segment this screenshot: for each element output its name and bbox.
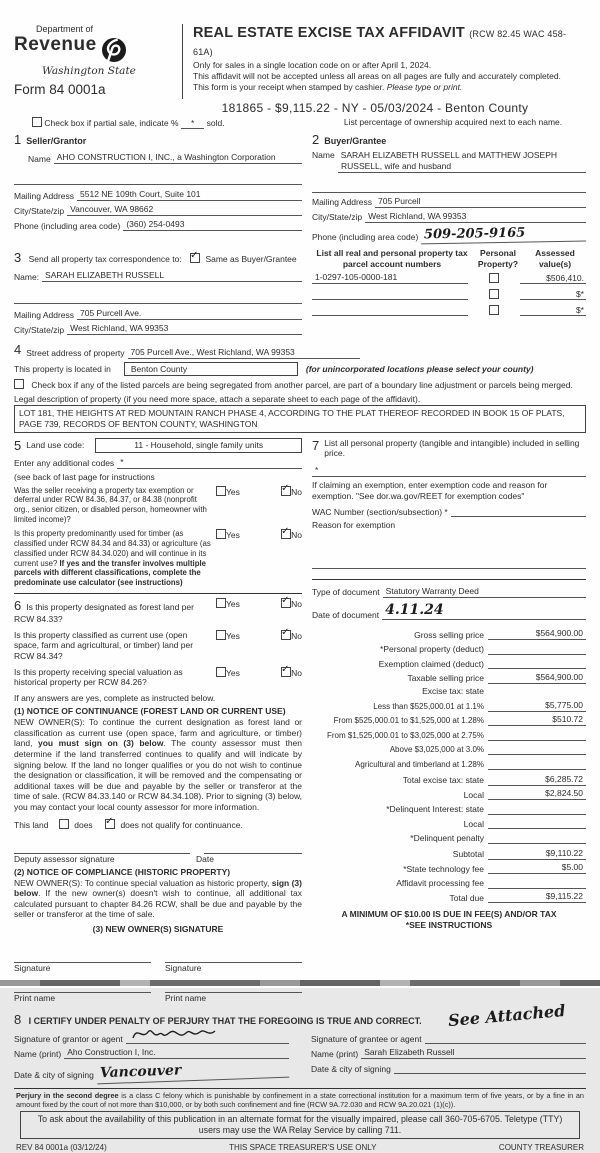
- grantee-name-print-field[interactable]: Sarah Elizabeth Russell: [361, 1047, 586, 1059]
- taxable-selling-price-field[interactable]: $564,900.00: [488, 672, 586, 684]
- correspondence-city-field[interactable]: West Richland, WA 99353: [67, 323, 302, 335]
- agricultural-tax-field[interactable]: [488, 758, 586, 770]
- washington-state-label: Washington State: [42, 65, 136, 78]
- personal-property-checkbox-2[interactable]: [489, 289, 499, 299]
- tty-notice: To ask about the availability of this publication in an alternate format for the visually impaired, please call 360-705-6705. Teletype (TTY) users may use the WA Relay Service by calling 711.: [20, 1111, 580, 1139]
- q-forest-no-checkbox[interactable]: [281, 598, 291, 608]
- parcel-row: [312, 288, 586, 300]
- tier4-tax-field[interactable]: [488, 743, 586, 755]
- notice-continuance-body: NEW OWNER(S): To continue the current designation as forest land or classification as current use (open space, farm and agriculture, or timber) land, you must sign on (3) below. The county assessor must then determine if the land transferred continues to qualify and will indicate by signing below. If the land no longer qualifies or you do not wish to continue the designation or classification, it will be removed and the compensating or additional taxes will be due and payable by the seller or transferor at the time of sale. (RCW 84.33.140 or RCW 84.34.108). Prior to signing (3) below, you may contact your local county assessor for more information.: [14, 717, 303, 813]
- parcel-col-header: List all real and personal property tax parcel account numbers: [316, 248, 468, 269]
- subtitle-2: This affidavit will not be accepted unless all areas on all pages are fully and accurately completed.: [193, 70, 561, 81]
- personal-property-checkbox-3[interactable]: [489, 305, 499, 315]
- county-select[interactable]: Benton County: [124, 362, 298, 377]
- seller-name-field[interactable]: AHO CONSTRUCTION I, INC., a Washington Corporation: [54, 152, 302, 164]
- parcel-number-field[interactable]: 1-0297-105-0000-181: [312, 272, 468, 284]
- section-6-designations: 6 Is this property designated as forest land per RCW 84.33? Yes ✓ No Is this property classified as current use (open space, farm and agricultural, or timber) land per RCW 84.34? Yes ✓ No Is this property receiving special valuation as historical property per RCW 84.26? Yes ✓ No If any answers are yes, complete as instructed below. (1) NOTICE OF CONTINUANCE (FOREST LAND OR CURRENT USE) NEW OWNER(S): To continue the current designation as forest land or classification as current use (open space, farm and agriculture, or timber) land, you must sign on (3) below. The county assessor must then determine if the land transferred continues to qualify and will indicate by signing below. If the land no longer qualifies or you do not wish to continue the designation or classification, it will be removed and the compensating or additional taxes will be due and payable by the seller or transferor at the time of sale. (RCW 84.33.140 or RCW 84.34.108). Prior to signing (3) below, you may contact your local county assessor for more information. This land does ✓ does not qualify for continuance. Deputy assessor signature Date (2) NOTICE OF COMPLIANCE (HISTORIC PROPERTY) NEW OWNER(S): To continue special valuation as historic property, sign (3) below. If the new owner(s) doesn't wish to continue, all additional tax calculated pursuant to chapter 84.26 RCW, shall be due and payable by the seller or transferor at the time of sale. (3) NEW OWNER(S) SIGNATURE Signature Print name Signature Print name: [14, 598, 302, 1004]
- personal-property-deduct-field[interactable]: [488, 643, 586, 655]
- county-note: (for unincorporated locations please select your county): [305, 363, 534, 374]
- parcel-number-field-3[interactable]: [312, 304, 468, 316]
- street-address-field[interactable]: 705 Purcell Ave., West Richland, WA 99353: [128, 347, 360, 359]
- buyer-title: Buyer/Grantee: [324, 135, 387, 146]
- personal-property-col-header: Personal Property?: [477, 248, 519, 269]
- tier2-tax-field[interactable]: $510.72: [488, 714, 586, 726]
- q-currentuse-no-checkbox[interactable]: [281, 630, 291, 640]
- historic-question: Is this property receiving special valuation as historical property per RCW 84.26? Yes ✓ No: [14, 667, 302, 688]
- see-back-note: (see back of last page for instructions: [14, 471, 155, 482]
- dor-logo-block: [14, 24, 182, 99]
- perjury-note: Perjury in the second degree is a class C felony which is punishable by confinement in a state correctional institution for a maximum term of five years, or by a fine in an amount fixed by the court of not more than $10,000, or by both such confinement and fine (RCW 9A.72.030 and RCW 9A.20.021 (1)(c)).: [14, 1088, 586, 1109]
- tax-computation: Gross selling price $564,900.00 *Personal property (deduct) Exemption claimed (deduct) Taxable selling price $564,900.00 Excise tax: state Less than $525,000.01 at 1.1% $5,775.00 From $525,000.01 to $1,525,000 at 1.28% $510.72 From $1,525,000.01 to $3,025,000 at 2.75% Above $3,025,000 at 3.0% Agricultural and timberland at 1.28% Total excise tax: state $6,285.72 Local $2,824.50 *Delinquent Interest: state Local *Delinquent penalty Subtotal $9,110.22 *State technology fee $5.00 Affidavit processing fee Total due $9,115.22 A MINIMUM OF $10.00 IS DUE IN FEE(S) AND/OR TAX *SEE INSTRUCTIONS: [312, 628, 586, 930]
- buyer-name-field-2[interactable]: RUSSELL, wife and husband: [338, 161, 586, 173]
- seller-city-field[interactable]: Vancouver, WA 98662: [67, 204, 302, 216]
- notice-continuance-title: (1) NOTICE OF CONTINUANCE (FOREST LAND OR CURRENT USE): [14, 706, 286, 717]
- document-type-field[interactable]: Statutory Warranty Deed: [383, 586, 586, 598]
- section-1-seller: 1 Seller/Grantor Name AHO CONSTRUCTION I, INC., a Washington Corporation Mailing Address 5512 NE 109th Court, Suite 101 City/State/zip Vancouver, WA 98662 Phone (including area code) (360) 254-0493: [14, 132, 302, 246]
- segregated-checkbox[interactable]: [14, 379, 24, 389]
- q-timber-no-checkbox[interactable]: [281, 529, 291, 539]
- section-7-personal-property: 7 List all personal property (tangible and intangible) included in selling price. * If claiming an exemption, enter exemption code and reason for exemption. "See dor.wa.gov/REET for exemption codes" WAC Number (section/subsection) * Reason for exemption: [312, 438, 586, 569]
- footer-line: [16, 1143, 584, 1153]
- section-2-buyer: 2 Buyer/Grantee Name SARAH ELIZABETH RUSSELL and MATTHEW JOSEPH RUSSELL, wife and husband Mailing Address 705 Purcell City/State/zip West Richland, WA 99353 Phone (including area code) 509-205-9165: [312, 132, 586, 246]
- buyer-name-field[interactable]: SARAH ELIZABETH RUSSELL and MATTHEW JOSEPH: [340, 150, 558, 161]
- q-exemption-no-checkbox[interactable]: [281, 486, 291, 496]
- grantor-name-print-field[interactable]: Aho Construction I, Inc.: [64, 1047, 289, 1059]
- section-4-property: 4 Street address of property 705 Purcell Ave., West Richland, WA 99353 This property is located in Benton County (for unincorporated locations please select your county) Check box if any of the listed parcels are being segregated from another parcel, are part of a boundary line adjustment or parcels being merged. Legal description of property (if you need more space, attach a separate sheet to each page of the affidavit). LOT 181, THE HEIGHTS AT RED MOUNTAIN RANCH PHASE 4, ACCORDING TO THE PLAT THEREOF RECORDED IN BOOK 15 OF PLATS, PAGE 739, RECORDS OF BENTON COUNTY, WASHINGTON: [14, 342, 586, 432]
- seller-name-field-2[interactable]: [14, 173, 302, 185]
- state-technology-fee-field[interactable]: $5.00: [488, 862, 586, 874]
- document-date-field[interactable]: 4.11.24: [382, 602, 586, 621]
- minimum-due-note: A MINIMUM OF $10.00 IS DUE IN FEE(S) AND/OR TAX: [341, 909, 557, 920]
- q-timber-yes-checkbox[interactable]: [216, 529, 226, 539]
- grantor-signature-scribble: [129, 1024, 219, 1042]
- tier1-tax-field[interactable]: $5,775.00: [488, 700, 586, 712]
- subtotal-field[interactable]: $9,110.22: [488, 848, 586, 860]
- treasurer-use-label: THIS SPACE TREASURER'S USE ONLY: [229, 1142, 377, 1152]
- same-as-buyer-checkbox[interactable]: [190, 253, 200, 263]
- section-3-correspondence: 3 Send all property tax correspondence to: ✓ Same as Buyer/Grantee Name: SARAH ELIZABETH RUSSELL Mailing Address 705 Purcell Ave. City/State/zip West Richland, WA 99353: [14, 246, 302, 338]
- land-use-code-select[interactable]: 11 - Household, single family units: [95, 438, 302, 453]
- additional-codes-field[interactable]: *: [117, 457, 302, 469]
- rev-number: REV 84 0001a (03/12/24): [16, 1142, 107, 1152]
- deputy-date-field[interactable]: [204, 842, 302, 854]
- assessed-value-field-2[interactable]: $*: [520, 289, 586, 301]
- personal-property-list-field[interactable]: *: [312, 465, 586, 477]
- correspondence-mailing-field[interactable]: 705 Purcell Ave.: [77, 308, 302, 320]
- total-due-field[interactable]: $9,115.22: [488, 891, 586, 903]
- legal-description-field[interactable]: LOT 181, THE HEIGHTS AT RED MOUNTAIN RANCH PHASE 4, ACCORDING TO THE PLAT THEREOF RECORDED IN BOOK 15 OF PLATS, PAGE 739, RECORDS OF BENTON COUNTY, WASHINGTON: [14, 405, 586, 432]
- form-title: REAL ESTATE EXCISE TAX AFFIDAVIT (RCW 82.45 WAC 458-61A): [193, 25, 567, 58]
- grantor-signature-field[interactable]: [126, 1032, 289, 1044]
- document-block: Type of document Statutory Warranty Deed Date of document 4.11.24: [312, 586, 586, 621]
- exemption-claimed-field[interactable]: [488, 657, 586, 669]
- grantor-date-city-field[interactable]: Vancouver: [97, 1059, 290, 1084]
- notice-compliance-body: NEW OWNER(S): To continue special valuation as historic property, sign (3) below. If the new owner(s) doesn't wish to continue, all additional tax calculated pursuant to chapter 84.26 RCW, shall be due and payable by the seller or transferor at the time of sale.: [14, 877, 302, 920]
- deputy-assessor-signature-field[interactable]: [14, 842, 190, 854]
- q-historic-no-checkbox[interactable]: [281, 667, 291, 677]
- parcel-row: [312, 304, 586, 316]
- assessed-value-field-3[interactable]: $*: [520, 305, 586, 317]
- seller-title: Seller/Grantor: [26, 135, 87, 146]
- total-excise-local-field[interactable]: $2,824.50: [488, 788, 586, 800]
- legal-desc-label: Legal description of property (if you need more space, attach a separate sheet to each page of the affidavit).: [14, 393, 421, 404]
- assessed-col-header: Assessed value(s): [535, 248, 575, 269]
- parcel-table: [312, 246, 586, 338]
- notice-compliance-title: (2) NOTICE OF COMPLIANCE (HISTORIC PROPERTY): [14, 866, 231, 877]
- buyer-mailing-field[interactable]: 705 Purcell: [375, 196, 586, 208]
- assessed-value-field[interactable]: $506,410.: [520, 273, 586, 285]
- rcw-note: (RCW 82.45 WAC 458-61A): [193, 29, 567, 58]
- land-does-not-checkbox[interactable]: [105, 819, 115, 829]
- form-header: [14, 24, 586, 99]
- seller-mailing-field[interactable]: 5512 NE 109th Court, Suite 101: [77, 189, 302, 201]
- grantee-date-city-field[interactable]: [394, 1062, 586, 1074]
- exemption-deferral-question: Was the seller receiving a property tax exemption or deferral under RCW 84.36, 84.37, or 84.38 (nonprofit org., senior citizen, or disabled person, homeowner with limited income)? Yes ✓ No: [14, 486, 302, 525]
- owner-signature-field-1[interactable]: [14, 951, 151, 963]
- form-number: Form 84 0001a: [14, 82, 106, 98]
- scan-artifact-strip: [0, 980, 600, 986]
- buyer-phone-field[interactable]: 509-205-9165: [421, 224, 586, 244]
- current-use-question: Is this property classified as current use (open space, farm and agricultural, or timber) land per RCW 84.34? Yes ✓ No: [14, 630, 302, 662]
- timber-agriculture-question: Is this property predominantly used for timber (as classified under RCW 84.34 and 84.33) or agriculture (as classified under RCW 84.34.020) and will continue in its current use? If yes and the transfer involves multiple parcels with different classifications, complete the predominate use calculator (see instructions) Yes ✓ No: [14, 529, 302, 587]
- certify-statement: I CERTIFY UNDER PENALTY OF PERJURY THAT THE FOREGOING IS TRUE AND CORRECT.: [28, 1015, 422, 1026]
- gross-selling-price-field[interactable]: $564,900.00: [488, 628, 586, 640]
- parcel-row: [312, 272, 586, 284]
- reason-for-exemption-label: Reason for exemption: [312, 520, 396, 531]
- total-excise-state-field[interactable]: $6,285.72: [488, 774, 586, 786]
- q-historic-yes-checkbox[interactable]: [216, 667, 226, 677]
- revenue-wordmark: Revenue: [14, 34, 97, 56]
- reason-for-exemption-field[interactable]: [312, 557, 586, 569]
- seller-phone-field[interactable]: (360) 254-0493: [123, 219, 302, 231]
- ownership-note: List percentage of ownership acquired next to each name.: [343, 117, 563, 128]
- partial-sale-row: Check box if partial sale, indicate % * sold.: [14, 117, 320, 129]
- q-currentuse-yes-checkbox[interactable]: [216, 630, 226, 640]
- section-5-land-use: 5 Land use code: 11 - Household, single family units Enter any additional codes * (see back of last page for instructions Was the seller receiving a property tax exemption or deferral under RCW 84.36, 84.37, or 84.38 (nonprofit org., senior citizen, or disabled person, homeowner with limited income)? Yes ✓ No Is this property predominantly used for timber (as classified under RCW 84.34 and 84.33) or agriculture (as classified under RCW 84.34.020) and will continue in its current use? If yes and the transfer involves multiple parcels with different classifications, complete the predominate use calculator (see instructions) Yes ✓ No: [14, 438, 302, 588]
- county-treasurer-label: COUNTY TREASURER: [498, 1142, 584, 1152]
- see-instructions-note: *SEE INSTRUCTIONS: [405, 920, 493, 930]
- partial-sale-checkbox[interactable]: [32, 117, 42, 127]
- correspondence-name-field[interactable]: SARAH ELIZABETH RUSSELL: [42, 270, 302, 282]
- exemption-instructions: If claiming an exemption, enter exemption code and reason for exemption. "See dor.wa.gov/REET for exemption codes": [312, 479, 548, 501]
- wac-number-field[interactable]: [451, 505, 586, 517]
- see-attached-handwriting: See Attached: [447, 1000, 567, 1031]
- grantee-signature-field[interactable]: [425, 1032, 586, 1044]
- forest-land-question: 6 Is this property designated as forest land per RCW 84.33? Yes ✓ No: [14, 598, 302, 625]
- owner-signature-field-2[interactable]: [165, 951, 302, 963]
- land-does-checkbox[interactable]: [59, 819, 69, 829]
- personal-property-checkbox-1[interactable]: [489, 273, 499, 283]
- buyer-name-field-3[interactable]: [312, 181, 586, 193]
- if-any-yes-note: If any answers are yes, complete as instructed below.: [14, 692, 216, 703]
- subtitle-3: This form is your receipt when stamped by cashier. Please type or print.: [193, 81, 463, 92]
- type-or-print-note: Please type or print.: [386, 81, 463, 92]
- parcel-number-field-2[interactable]: [312, 288, 468, 300]
- tier3-tax-field[interactable]: [488, 729, 586, 741]
- receipt-stamp-line: 181865 - $9,115.22 - NY - 05/03/2024 - Benton County: [221, 101, 529, 116]
- revenue-logo-icon: [99, 35, 129, 65]
- section-8-certification: 8 I CERTIFY UNDER PENALTY OF PERJURY THAT THE FOREGOING IS TRUE AND CORRECT. See Attached Signature of grantor or agent Name (print) Aho Construction I, Inc. Date & city of signing Vancouver Signature of grantee or agent Name (print) Sarah Elizabeth Russell Date & city of signing: [14, 1012, 586, 1084]
- affidavit-processing-fee-field[interactable]: [488, 877, 586, 889]
- correspondence-name-field-2[interactable]: [14, 292, 302, 304]
- delinquent-interest-state-field[interactable]: [488, 803, 586, 815]
- q-exemption-yes-checkbox[interactable]: [216, 486, 226, 496]
- dept-of-label: Department of: [36, 24, 94, 34]
- partial-percent-field[interactable]: *: [181, 118, 204, 129]
- buyer-city-field[interactable]: West Richland, WA 99353: [365, 211, 586, 223]
- subtitle-1: Only for sales in a single location code on or after April 1, 2024.: [193, 60, 432, 71]
- delinquent-penalty-field[interactable]: [488, 832, 586, 844]
- q-forest-yes-checkbox[interactable]: [216, 598, 226, 608]
- continuance-qualify-row: This land does ✓ does not qualify for continuance.: [14, 819, 302, 831]
- new-owner-signature-title: (3) NEW OWNER(S) SIGNATURE: [92, 924, 224, 935]
- delinquent-interest-local-field[interactable]: [488, 817, 586, 829]
- title-block: [182, 24, 586, 99]
